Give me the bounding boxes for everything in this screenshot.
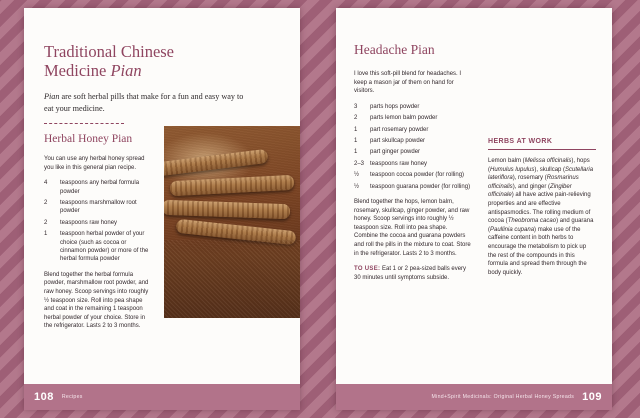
ingredient-name: teaspoons raw honey <box>370 160 428 167</box>
ingredient-name: teaspoons marshmallow root powder <box>60 200 137 215</box>
ingredient-quantity: 2 <box>44 200 48 206</box>
ingredient-name: teaspoon cocoa powder (for rolling) <box>370 172 465 179</box>
page-number: 108 <box>34 391 54 403</box>
sidebar-text: ) and guarana ( <box>488 218 594 233</box>
ingredient-name: teaspoons any herbal formula powder <box>60 180 140 195</box>
ingredient-quantity: 1 <box>354 126 358 133</box>
right-columns <box>354 70 596 282</box>
list-item <box>354 183 472 191</box>
list-item <box>354 160 472 168</box>
ingredient-list <box>354 103 472 191</box>
list-item <box>354 126 472 134</box>
footer-label: Recipes <box>61 394 83 400</box>
ingredient-quantity: 2 <box>44 219 48 226</box>
recipe-method: Blend together the herbal formula powder, marshmallow root powder, and raw honey. Scoop servings into roughly ½ teaspoon size. Roll into pea shape and coat in the remaining 1 teaspoon herbal powder of your choice. Store in the refrigerator. Lasts 2 to 3 months. <box>44 271 149 330</box>
ingredient-name: teaspoons raw honey <box>60 219 118 226</box>
recipe-title: Headache Pian <box>354 42 435 57</box>
right-page-body <box>336 8 612 410</box>
section-title: Herbal Honey Pian <box>44 133 133 145</box>
list-item <box>44 179 152 196</box>
ingredient-list <box>44 179 152 264</box>
list-item <box>354 148 472 156</box>
sidebar-text: ), hops ( <box>488 158 590 173</box>
ground-spice-heap <box>164 240 300 318</box>
sidebar-text: ), rosemary ( <box>512 175 547 182</box>
sidebar-text: ), skullcap ( <box>534 166 566 173</box>
recipe-intro-paragraph: You can use any herbal honey spread you like in this general pian recipe. <box>44 156 145 171</box>
botanical-name: Humulus lupulus <box>490 166 535 173</box>
cinnamon-sticks-and-powder-photo <box>164 126 300 318</box>
sidebar-text: Lemon balm ( <box>488 158 525 164</box>
chapter-intro-italic: Pian <box>44 92 60 101</box>
ingredient-quantity: 1 <box>44 231 48 238</box>
sidebar-text: ) all have active pain-relieving properties and are effective antispasmodics. The rolling medium of cocoa ( <box>488 192 591 225</box>
chapter-title-line-1: Traditional Chinese <box>44 42 175 61</box>
ingredient-name: part rosemary powder <box>370 126 429 133</box>
left-page-body <box>24 8 300 410</box>
chapter-intro-text: are soft herbal pills that make for a fun and easy way to eat your medicine. <box>44 92 244 113</box>
botanical-name: Scutellaria lateriflora <box>488 166 594 182</box>
botanical-name: Rosmarinus officinalis <box>488 175 579 190</box>
ingredient-quantity: ½ <box>354 172 360 179</box>
chapter-title-line-2: Medicine <box>44 61 111 80</box>
right-page <box>336 8 612 410</box>
list-item <box>44 219 152 227</box>
botanical-name: Melissa officinalis <box>524 158 572 164</box>
list-item <box>354 171 472 179</box>
chapter-title-italic-word: Pian <box>110 61 142 80</box>
list-item <box>354 137 472 145</box>
right-page-content <box>336 8 612 282</box>
to-use-note <box>354 265 472 282</box>
sidebar-body <box>488 157 596 277</box>
left-page-footer <box>24 384 300 410</box>
dashed-divider <box>44 123 124 124</box>
sidebar-text: ), and ginger ( <box>512 183 551 190</box>
footer-label: Mind+Spirit Medicinals: Original Herbal Honey Spreads <box>431 394 575 400</box>
ingredient-name: parts lemon balm powder <box>370 115 438 122</box>
ingredient-name: teaspoon guarana powder (for rolling) <box>370 183 471 190</box>
ingredient-name: part ginger powder <box>370 149 421 156</box>
recipe-column <box>354 70 472 282</box>
sidebar-divider <box>488 149 596 150</box>
recipe-intro: I love this soft-pill blend for headaches. I keep a mason jar of them on hand for visitors. <box>354 71 462 95</box>
ingredient-name: part skullcap powder <box>370 138 426 144</box>
ingredient-quantity: 2–3 <box>354 160 365 167</box>
ingredient-quantity: 3 <box>354 103 358 110</box>
ingredient-quantity: 2 <box>354 115 358 122</box>
recipe-method: Blend together the hops, lemon balm, rosemary, skullcap, ginger powder, and raw honey. Scoop servings into roughly ½ teaspoon size. Roll into pea shape. Combine the cocoa and guarana powders and roll the pills in the mixture to coat. Store in the refrigerator. Lasts 2 to 3 months. <box>354 199 471 257</box>
sidebar-heading: HERBS AT WORK <box>488 138 553 145</box>
list-item <box>44 230 152 264</box>
left-text-column <box>44 155 152 331</box>
list-item <box>44 199 152 216</box>
ingredient-quantity: 1 <box>354 138 358 144</box>
ingredient-name: parts hops powder <box>370 103 420 110</box>
botanical-name: Theobroma cacao <box>507 218 557 225</box>
ingredient-name: teaspoon herbal powder of your choice (such as cocoa or cinnamon powder) or more of the herbal formula powder <box>60 231 149 263</box>
list-item <box>354 103 472 111</box>
ingredient-quantity: 1 <box>354 149 358 156</box>
page-number: 109 <box>582 391 602 403</box>
to-use-text: Eat 1 or 2 pea-sized balls every 30 minutes until symptoms subside. <box>354 266 467 281</box>
right-page-footer <box>336 384 612 410</box>
list-item <box>354 114 472 122</box>
herbs-at-work-sidebar <box>488 70 596 282</box>
chapter-intro <box>44 91 252 114</box>
ingredient-quantity: ½ <box>354 183 360 190</box>
left-page <box>24 8 300 410</box>
to-use-label: TO USE: <box>354 266 381 273</box>
chapter-title <box>44 42 282 80</box>
ingredient-quantity: 4 <box>44 180 48 187</box>
botanical-name: Paullinia cupana <box>490 226 535 233</box>
sidebar-text: ) make use of the caffeine content in both herbs to encourage the metabolism to pick up the rest of the compounds in this formula and spread them through the body quickly. <box>488 226 587 276</box>
botanical-name: Zingiber officinale <box>488 183 572 199</box>
